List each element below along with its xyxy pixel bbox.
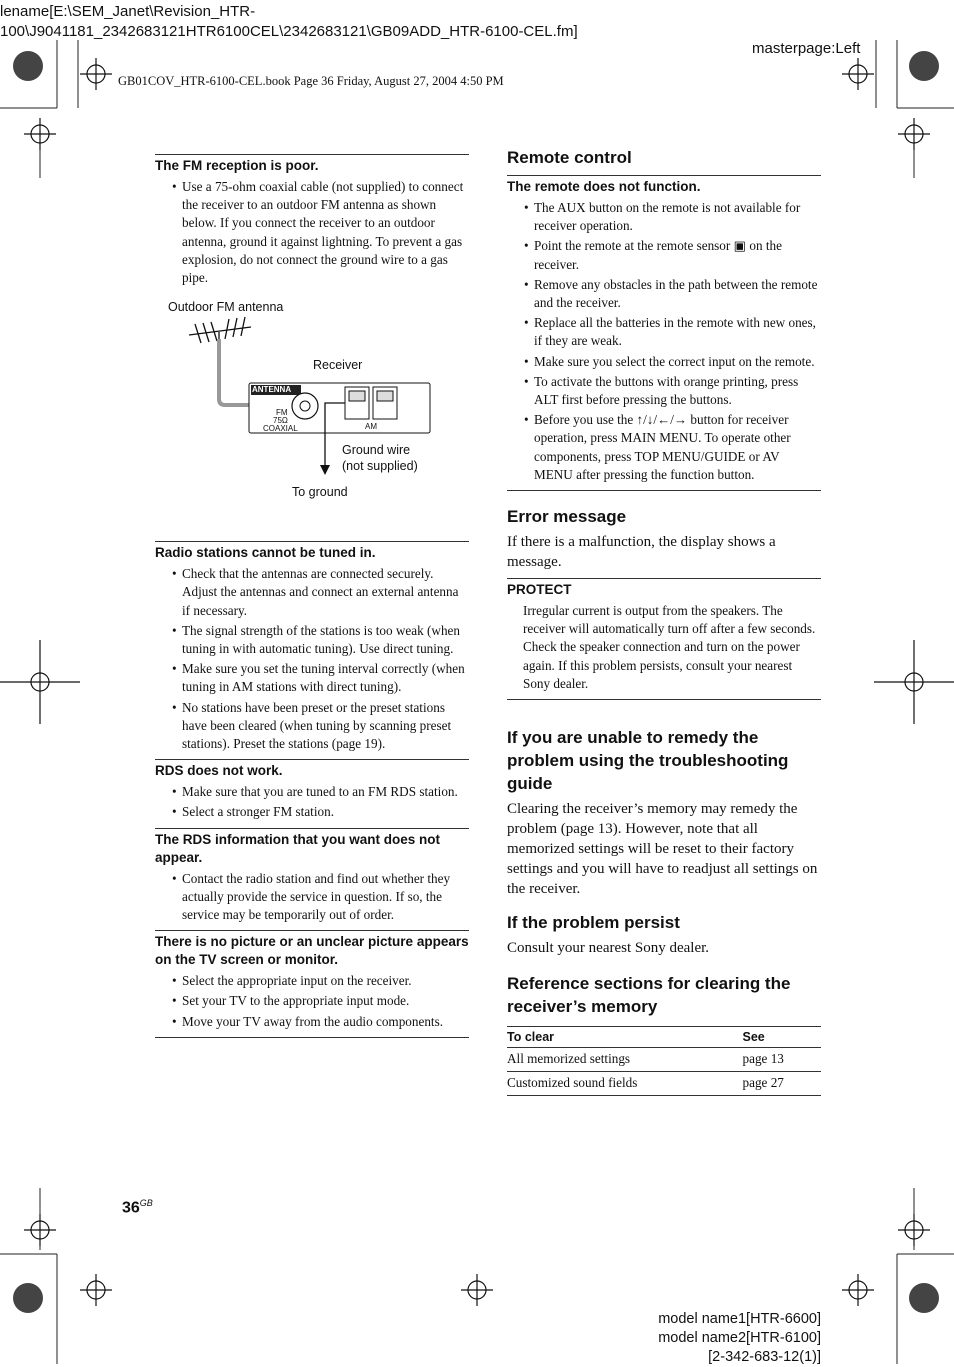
error-intro: If there is a malfunction, the display shows a message. [507,534,776,571]
footer-model1: model name1[HTR-6600] [658,1311,821,1327]
list-item: • Set your TV to the appropriate input mode. [155,992,469,1010]
page-number [122,1198,153,1217]
column-header: See [743,1027,822,1048]
list-item: • Select a stronger FM station. [155,803,469,821]
header-masterpage: masterpage:Left [752,40,861,57]
coaxial-label: COAXIAL [263,424,298,434]
table-cell: All memorized settings [507,1048,743,1072]
header-filename: lename[E:\SEM_Janet\Revision_HTR- 100\J9041181_2342683121HTR6100CEL\2342683121\GB09ADD_HTR-6100-CEL.fm] [0,3,578,40]
outdoor-antenna-label: Outdoor FM antenna [168,300,284,315]
list-item: • To activate the buttons with orange printing, press ALT first before pressing the buttons. [507,373,821,409]
list-item: • Before you use the ↑/↓/←/→ button for receiver operation, press MAIN MENU. To operate other components, press TOP MENU/GUIDE or AV MENU after pressing the function button. [507,411,821,484]
not-supplied-label: (not supplied) [342,459,418,474]
right-column [507,146,821,1096]
persist-heading: If the problem persist [507,913,680,933]
table-row [507,1048,821,1072]
list-item: • No stations have been preset or the preset stations have been cleared (when tuning by scanning preset stations). Preset the stations (page 19). [155,699,469,754]
page-number-value: 36 [122,1199,140,1217]
list-item: • Contact the radio station and find out whether they actually provide the service in question. If so, the service may be temporarily out of order. [155,870,469,925]
protect-text: Irregular current is output from the speakers. The receiver will automatically turn off after a few seconds. Check the speaker connection and turn on the power again. If this problem persists, consult your nearest Sony dealer. [523,603,816,691]
am-label: AM [365,422,377,432]
remote-section [507,175,821,491]
list-item: • Replace all the batteries in the remote with new ones, if they are weak. [507,314,821,350]
antenna-diagram [155,299,469,531]
left-column [155,154,469,1044]
radio-title: Radio stations cannot be tuned in. [155,545,376,561]
ground-arrow-icon [320,465,330,475]
protect-section [507,578,821,700]
rds-info-title: The RDS information that you want does not appear. [155,831,440,865]
fm-reception-section [155,154,469,531]
to-ground-label: To ground [292,485,348,500]
unable-heading: If you are unable to remedy the problem using the troubleshooting guide [507,728,789,794]
column-header: To clear [507,1027,743,1048]
list-item: • Use a 75-ohm coaxial cable (not supplied) to connect the receiver to an outdoor FM antenna as shown below. If you connect the receiver to an outdoor antenna, ground it against lightning. To prevent a gas explosion, do not connect the ground wire to a gas pipe. [155,178,469,287]
footer-code: [2-342-683-12(1)] [708,1349,821,1365]
list-item: • Make sure that you are tuned to an FM RDS station. [155,783,469,801]
unable-text: Clearing the receiver’s memory may remedy the problem (page 13). However, note that all memorized settings will be reset to their factory settings and you will have to readjust all settings on the receiver. [507,801,818,898]
error-heading: Error message [507,507,627,527]
radio-section [155,541,469,753]
table-cell: Customized sound fields [507,1072,743,1096]
list-item: • Remove any obstacles in the path between the remote and the receiver. [507,276,821,312]
list-item: • Make sure you select the correct input on the remote. [507,353,821,371]
ground-wire-label: Ground wire [342,443,411,458]
remote-title: The remote does not function. [507,179,701,194]
list-item: • Check that the antennas are connected securely. Adjust the antennas and connect an external antenna if necessary. [155,565,469,620]
rds-info-section [155,828,469,925]
picture-title: There is no picture or an unclear picture appears on the TV screen or monitor. [155,934,469,968]
list-item: • Select the appropriate input on the receiver. [155,972,469,990]
rds-title: RDS does not work. [155,763,283,779]
list-item: • Point the remote at the remote sensor ▣ on the receiver. [507,237,821,273]
list-item: • The signal strength of the stations is too weak (when tuning in with automatic tuning). Use direct tuning. [155,622,469,658]
list-item: • Make sure you set the tuning interval correctly (when tuning in AM stations with direct tuning). [155,660,469,696]
list-item: • The AUX button on the remote is not available for receiver operation. [507,199,821,235]
fm-reception-title: The FM reception is poor. [155,158,319,173]
footer-model2: model name2[HTR-6100] [658,1330,821,1346]
reference-heading: Reference sections for clearing the receiver’s memory [507,974,791,1017]
fm-label: FM [276,408,288,418]
rds-section [155,759,469,821]
table-cell: page 27 [743,1072,822,1096]
table-cell: page 13 [743,1048,822,1072]
remote-heading: Remote control [507,148,632,167]
antenna-jack-label: ANTENNA [252,385,292,395]
protect-title: PROTECT [507,582,572,598]
table-row [507,1072,821,1096]
receiver-label: Receiver [313,358,363,373]
header-book-info: GB01COV_HTR-6100-CEL.book Page 36 Friday, August 27, 2004 4:50 PM [118,74,504,88]
persist-text: Consult your nearest Sony dealer. [507,940,710,957]
picture-section [155,930,469,1038]
list-item: • Move your TV away from the audio components. [155,1013,469,1031]
footer [600,1310,821,1367]
ohm-label: 75Ω [273,416,288,426]
reference-table [507,1026,821,1096]
page-number-suffix: GB [139,1198,153,1208]
